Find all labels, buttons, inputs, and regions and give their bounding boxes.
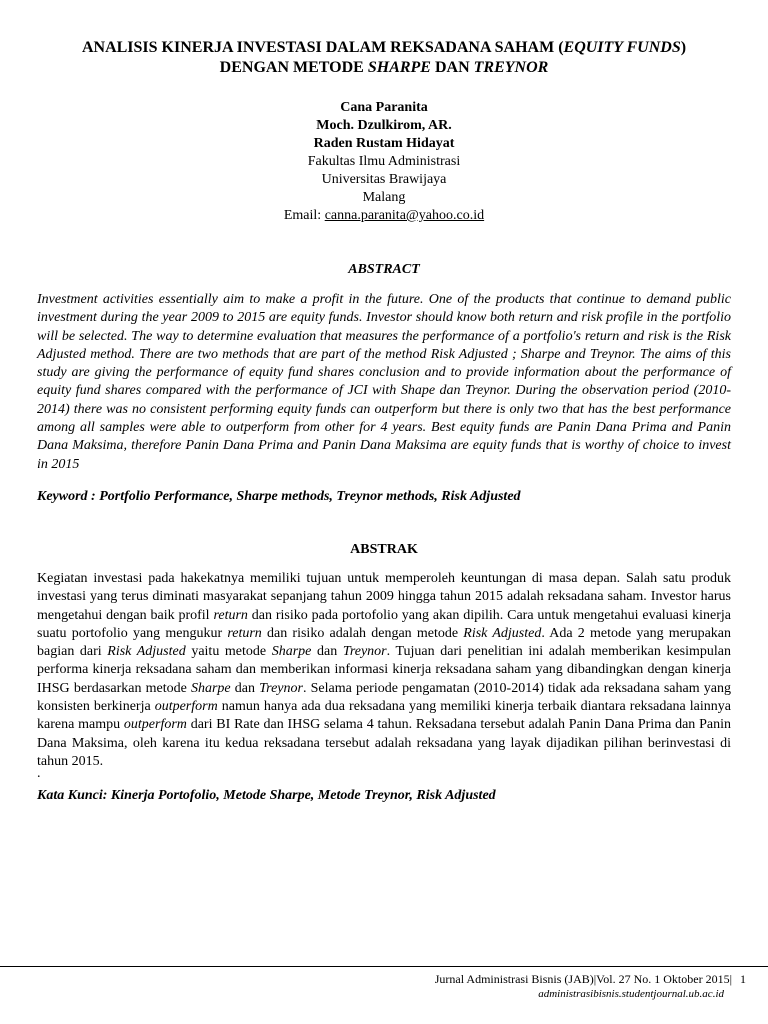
email-label: Email: (283, 208, 325, 223)
page-footer (427, 972, 746, 1002)
title-line-1: ANALISIS KINERJA INVESTASI DALAM REKSADANA SAHAM (EQUITY FUNDS) (81, 39, 687, 56)
journal-citation: Jurnal Administrasi Bisnis (JAB)|Vol. 27 No. 1 Oktober 2015| 1 (434, 972, 746, 986)
page-number: 1 (740, 972, 746, 986)
paper-title (20, 38, 748, 78)
author-name: Moch. Dzulkirom, AR. (316, 118, 452, 133)
keywords-id: Kata Kunci: Kinerja Portofolio, Metode Sharpe, Metode Treynor, Risk Adjusted (37, 788, 496, 803)
email-link[interactable]: canna.paranita@yahoo.co.id (324, 208, 485, 223)
stray-period: . (37, 766, 41, 781)
abstract-heading: ABSTRACT (348, 262, 420, 277)
abstrak-heading: ABSTRAK (350, 542, 418, 557)
journal-website: administrasibisnis.studentjournal.ub.ac.id (538, 988, 724, 1000)
title-line-2: DENGAN METODE SHARPE DAN TREYNOR (219, 59, 549, 76)
author-block (20, 99, 748, 225)
keywords-en: Keyword : Portfolio Performance, Sharpe methods, Treynor methods, Risk Adjusted (37, 489, 521, 504)
author-name: Cana Paranita (340, 100, 428, 115)
abstrak-text: Kegiatan investasi pada hakekatnya memiliki tujuan untuk memperoleh keuntungan di masa depan. Salah satu produk investasi yang terus diminati masyarakat sepanjang tahun 2009 hingga tahun 2015 adalah reksadana saham. Investor harus mengetahui dengan baik profil return dan risiko pada portofolio yang akan dipilih. Cara untuk mengetahui evaluasi kinerja suatu portofolio yang mengukur return dan risiko adalah dengan metode Risk Adjusted. Ada 2 metode yang merupakan bagian dari Risk Adjusted yaitu metode Sharpe dan Treynor. Tujuan dari penelitian ini adalah memberikan kesimpulan performa kinerja reksadana saham dan memberikan informasi kinerja reksadana saham yang dibandingkan dengan kinerja IHSG berdasarkan metode Sharpe dan Treynor. Selama periode pengamatan (2010-2014) tidak ada reksadana saham yang konsisten berkinerja outperform namun hanya ada dua reksadana yang memiliki kinerja terbaik diantara reksadana lainnya karena mampu outperform dari BI Rate dan IHSG selama 4 tahun. Reksadana tersebut adalah Panin Dana Prima dan Panin Dana Maksima, oleh karena itu kedua reksadana tersebut adalah reksadana yang layak dijadikan pilihan berinvestasi di tahun 2015. (37, 571, 732, 769)
email-line (20, 207, 748, 225)
author-name: Raden Rustam Hidayat (313, 136, 455, 151)
affiliation-faculty: Fakultas Ilmu Administrasi (307, 154, 461, 169)
affiliation-city: Malang (362, 190, 406, 205)
abstract-text: Investment activities essentially aim to make a profit in the future. One of the products that continue to demand public investment during the year 2009 to 2015 are equity funds. Investor should know both return and risk profile in the portfolio will be selected. The way to determine evaluation that measures the performance of a portfolio's return and risk is the Risk Adjusted method. There are two methods that are part of the method Risk Adjusted ; Sharpe and Treynor. The aims of this study are giving the performance of equity fund shares conclusion and to provide information about the performance of equity fund shares compared with the performance of JCI with Shape dan Treynor. During the observation period (2010-2014) there was no consistent performing equity funds can outperform but there is only two that has the best performance among all samples were able to outperform from other for 4 years. Best equity funds are Panin Dana Prima and Panin Dana Maksima, therefore Panin Dana Prima and Panin Dana Maksima are equity funds that is worthy of choice to invest in 2015 (37, 292, 731, 472)
affiliation-university: Universitas Brawijaya (321, 172, 447, 187)
footer-divider (0, 966, 768, 967)
